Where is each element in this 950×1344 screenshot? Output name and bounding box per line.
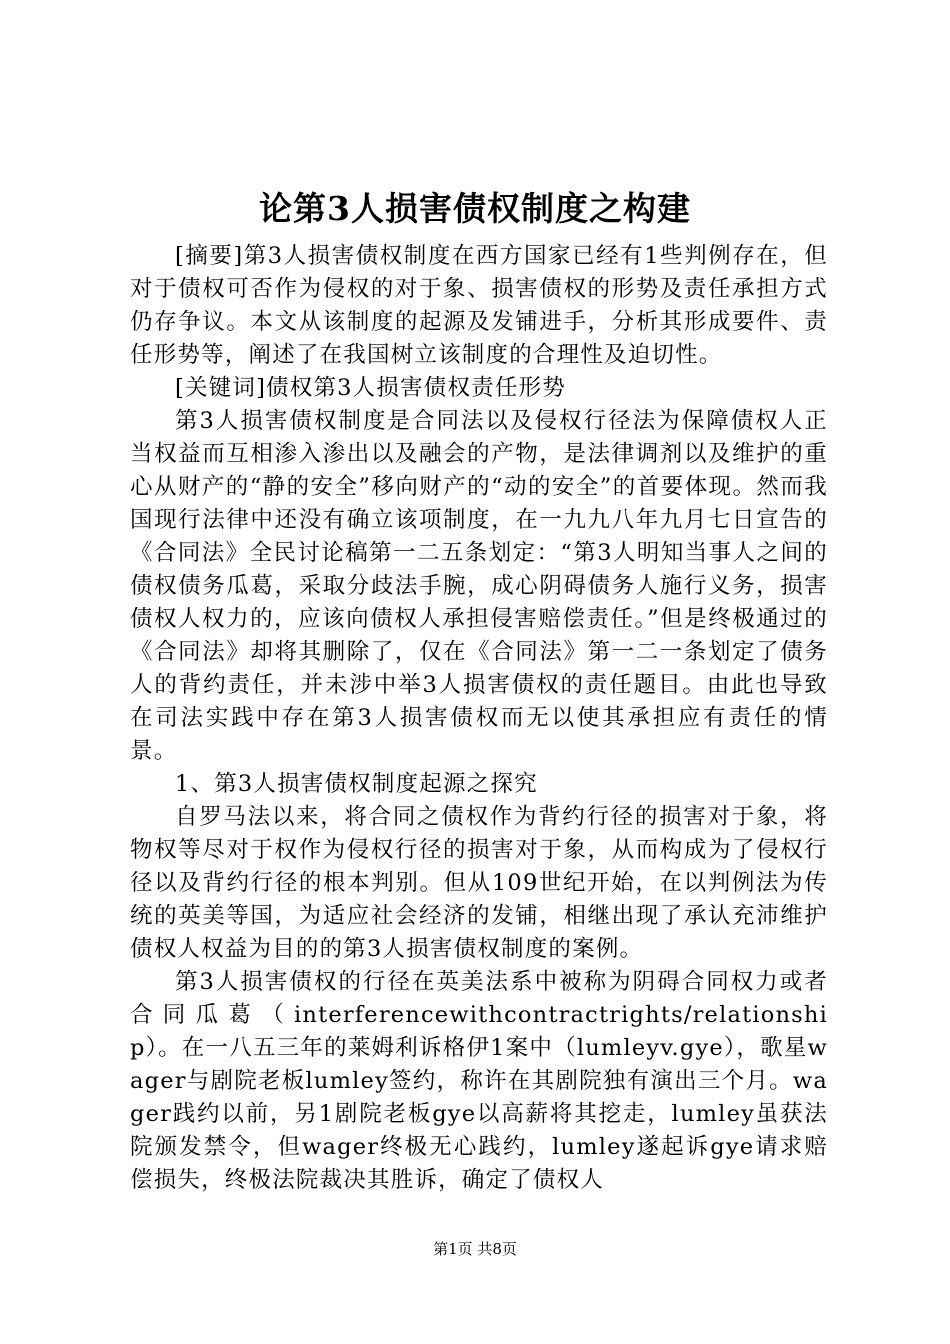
body-paragraph: 自罗马法以来，将合同之债权作为背约行径的损害对于象，将物权等尽对于权作为侵权行径的损害对于象，从而构成为了侵权行径以及背约行径的根本判别。但从109世纪开始，在以判例法为传统的英美等国，为适应社会经济的发铺，相继出现了承认充沛维护债权人权益为目的的第3人损害债权制度的案例。	[130, 804, 828, 962]
intro-paragraph: 第3人损害债权制度是合同法以及侵权行径法为保障债权人正当权益而互相渗入渗出以及融会的产物，是法律调剂以及维护的重心从财产的“静的安全”移向财产的“动的安全”的首要体现。然而我国现行法律中还没有确立该项制度，在一九九八年九月七日宣告的《合同法》全民讨论稿第一二五条划定：“第3人明知当事人之间的债权债务瓜葛，采取分歧法手腕，成心阴碍债务人施行义务，损害债权人权力的，应该向债权人承担侵害赔偿责任。”但是终极通过的《合同法》却将其删除了，仅在《合同法》第一二一条划定了债务人的背约责任，并未涉中举3人损害债权的责任题目。由此也导致在司法实践中存在第3人损害债权而无以使其承担应有责任的情景。	[130, 408, 828, 764]
page-number-footer: 第1页 共8页	[433, 1240, 517, 1258]
section-heading: 1、第3人损害债权制度起源之探究	[175, 771, 538, 797]
body-paragraph: 第3人损害债权的行径在英美法系中被称为阴碍合同权力或者合同瓜葛（interferencewithcontractrights/relationship）。在一八五三年的莱姆利诉格伊1案中（lumleyv.gye），歌星wager与剧院老板lumley签约，称许在其剧院独有演出三个月。wager践约以前，另1剧院老板gye以高薪将其挖走，lumley虽获法院颁发禁令，但wager终极无心践约，lumley遂起诉gye请求赔偿损失，终极法院裁决其胜诉，确定了债权人	[130, 969, 828, 1193]
document-body	[130, 240, 828, 1197]
abstract-paragraph: [摘要]第3人损害债权制度在西方国家已经有1些判例存在，但对于债权可否作为侵权的对于象、损害债权的形势及责任承担方式仍存争议。本文从该制度的起源及发铺进手，分析其形成要件、责任形势等，阐述了在我国树立该制度的合理性及迫切性。	[130, 243, 828, 368]
keywords-paragraph: [关键词]债权第3人损害债权责任形势	[175, 375, 566, 401]
document-title: 论第3人损害债权制度之构建	[259, 189, 691, 228]
